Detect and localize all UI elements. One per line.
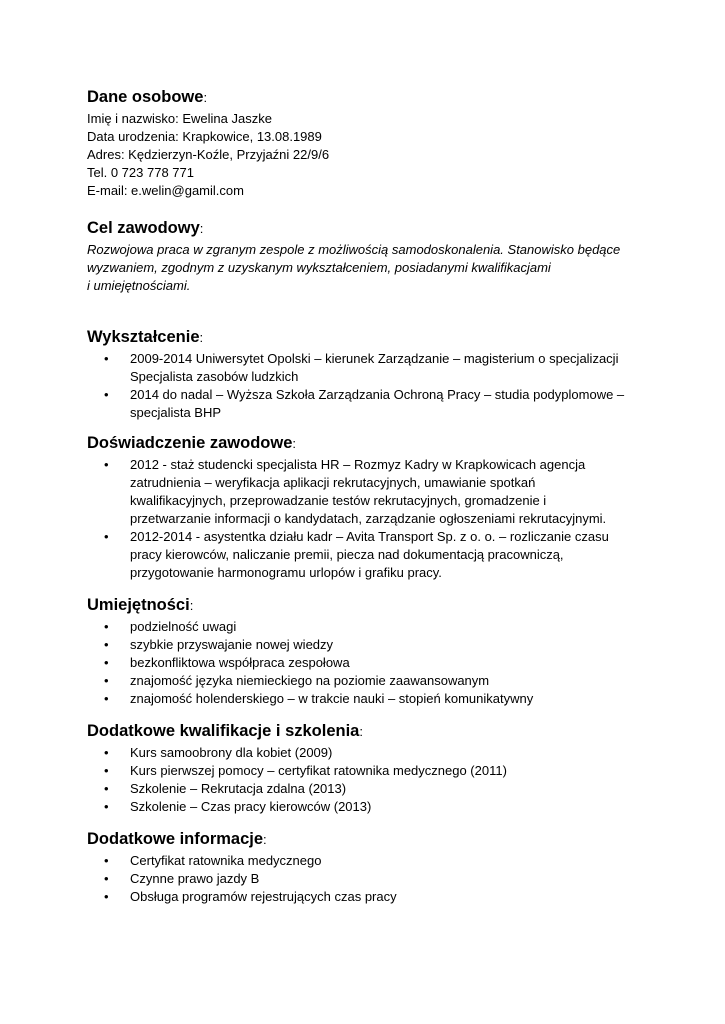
bullet-icon: • (104, 871, 109, 886)
heading-colon: : (359, 724, 363, 739)
training-list (87, 744, 685, 816)
section-heading (87, 720, 685, 743)
skills-list (87, 618, 685, 708)
section-heading (87, 217, 685, 240)
item-line: przetwarzanie informacji o kandydatach, zarządzanie ogłoszeniami rekrutacyjnymi. (130, 511, 607, 526)
item-line: podzielność uwagi (130, 619, 237, 634)
item-line: Obsługa programów rejestrujących czas pracy (130, 889, 397, 904)
experience-list (87, 456, 685, 582)
list-item (87, 762, 685, 780)
phone-line: Tel. 0 723 778 771 (87, 165, 194, 180)
list-item (87, 852, 685, 870)
item-line: 2012-2014 - asystentka działu kadr – Avita Transport Sp. z o. o. – rozliczanie czasu (130, 529, 609, 544)
item-line: bezkonfliktowa współpraca zespołowa (130, 655, 350, 670)
heading-text: Cel zawodowy (87, 219, 200, 237)
item-line: zatrudnienia – weryfikacja aplikacji rekrutacyjnych, umawianie spotkań (130, 475, 536, 490)
address-line: Adres: Kędzierzyn-Koźle, Przyjaźni 22/9/6 (87, 147, 330, 162)
list-item (87, 456, 685, 528)
item-line: przygotowanie harmonogramu urlopów i grafiku pracy. (130, 565, 442, 580)
section-skills (87, 594, 685, 708)
list-item (87, 654, 685, 672)
section-heading (87, 432, 685, 455)
item-line: 2014 do nadal – Wyższa Szkoła Zarządzania Ochroną Pracy – studia podyplomowe – (130, 387, 625, 402)
item-line: Szkolenie – Czas pracy kierowców (2013) (130, 799, 372, 814)
bullet-icon: • (104, 799, 109, 814)
bullet-icon: • (104, 673, 109, 688)
bullet-icon: • (104, 763, 109, 778)
bullet-icon: • (104, 529, 109, 544)
section-training (87, 720, 685, 816)
list-item (87, 798, 685, 816)
list-item (87, 672, 685, 690)
heading-colon: : (199, 330, 204, 345)
section-experience (87, 432, 685, 582)
bullet-icon: • (104, 457, 109, 472)
heading-text: Dane osobowe (87, 88, 204, 106)
bullet-icon: • (104, 637, 109, 652)
list-item (87, 386, 685, 422)
bullet-icon: • (104, 691, 109, 706)
section-personal-data (87, 86, 685, 200)
item-line: Certyfikat ratownika medycznego (130, 853, 322, 868)
objective-line: i umiejętnościami. (87, 278, 191, 293)
item-line: Szkolenie – Rekrutacja zdalna (2013) (130, 781, 347, 796)
list-item (87, 780, 685, 798)
bullet-icon: • (104, 655, 109, 670)
section-additional-info (87, 828, 685, 906)
bullet-icon: • (104, 745, 109, 760)
bullet-icon: • (104, 619, 109, 634)
heading-colon: : (292, 436, 297, 451)
list-item (87, 744, 685, 762)
heading-text: Dodatkowe kwalifikacje i szkolenia (87, 722, 360, 740)
list-item (87, 350, 685, 386)
bullet-icon: • (104, 387, 109, 402)
bullet-icon: • (104, 351, 109, 366)
education-list (87, 350, 685, 422)
heading-colon: : (263, 832, 267, 847)
heading-text: Doświadczenie zawodowe (87, 434, 293, 452)
bullet-icon: • (104, 853, 109, 868)
bullet-icon: • (104, 781, 109, 796)
item-line: szybkie przyswajanie nowej wiedzy (130, 637, 334, 652)
heading-colon: : (199, 221, 204, 236)
item-line: 2009-2014 Uniwersytet Opolski – kierunek Zarządzanie – magisterium o specjalizacji (130, 351, 619, 366)
heading-text: Umiejętności (87, 596, 190, 614)
item-line: Kurs pierwszej pomocy – certyfikat ratownika medycznego (2011) (130, 763, 507, 778)
item-line: kwalifikacyjnych, przeprowadzanie testów rekrutacyjnych, gromadzenie i (130, 493, 547, 508)
item-line: Czynne prawo jazdy B (130, 871, 260, 886)
list-item (87, 888, 685, 906)
heading-text: Dodatkowe informacje (87, 830, 264, 848)
item-line: pracy kierowców, naliczanie premii, piecza nad dokumentacją pracowniczą, (130, 547, 564, 562)
item-line: znajomość holenderskiego – w trakcie nauki – stopień komunikatywny (130, 691, 534, 706)
section-heading (87, 326, 685, 349)
item-line: Kurs samoobrony dla kobiet (2009) (130, 745, 333, 760)
list-item (87, 690, 685, 708)
objective-line: wyzwaniem, zgodnym z uzyskanym wykształceniem, posiadanymi kwalifikacjami (87, 260, 551, 275)
additional-list (87, 852, 685, 906)
heading-colon: : (189, 598, 194, 613)
section-career-objective (87, 217, 685, 295)
email-line: E-mail: e.welin@gamil.com (87, 183, 244, 198)
bullet-icon: • (104, 889, 109, 904)
item-line: znajomość języka niemieckiego na poziomie zaawansowanym (130, 673, 490, 688)
birth-line: Data urodzenia: Krapkowice, 13.08.1989 (87, 129, 322, 144)
section-heading (87, 86, 685, 109)
full-name-line: Imię i nazwisko: Ewelina Jaszke (87, 111, 272, 126)
section-heading (87, 828, 685, 851)
item-line: Specjalista zasobów ludzkich (130, 369, 299, 384)
heading-colon: : (203, 90, 208, 105)
list-item (87, 636, 685, 654)
section-education (87, 326, 685, 422)
objective-line: Rozwojowa praca w zgranym zespole z możliwością samodoskonalenia. Stanowisko będące (87, 242, 621, 257)
list-item (87, 618, 685, 636)
item-line: specjalista BHP (130, 405, 222, 420)
item-line: 2012 - staż studencki specjalista HR – Rozmyz Kadry w Krapkowicach agencja (130, 457, 586, 472)
list-item (87, 528, 685, 582)
section-heading (87, 594, 685, 617)
heading-text: Wykształcenie (87, 328, 200, 346)
list-item (87, 870, 685, 888)
